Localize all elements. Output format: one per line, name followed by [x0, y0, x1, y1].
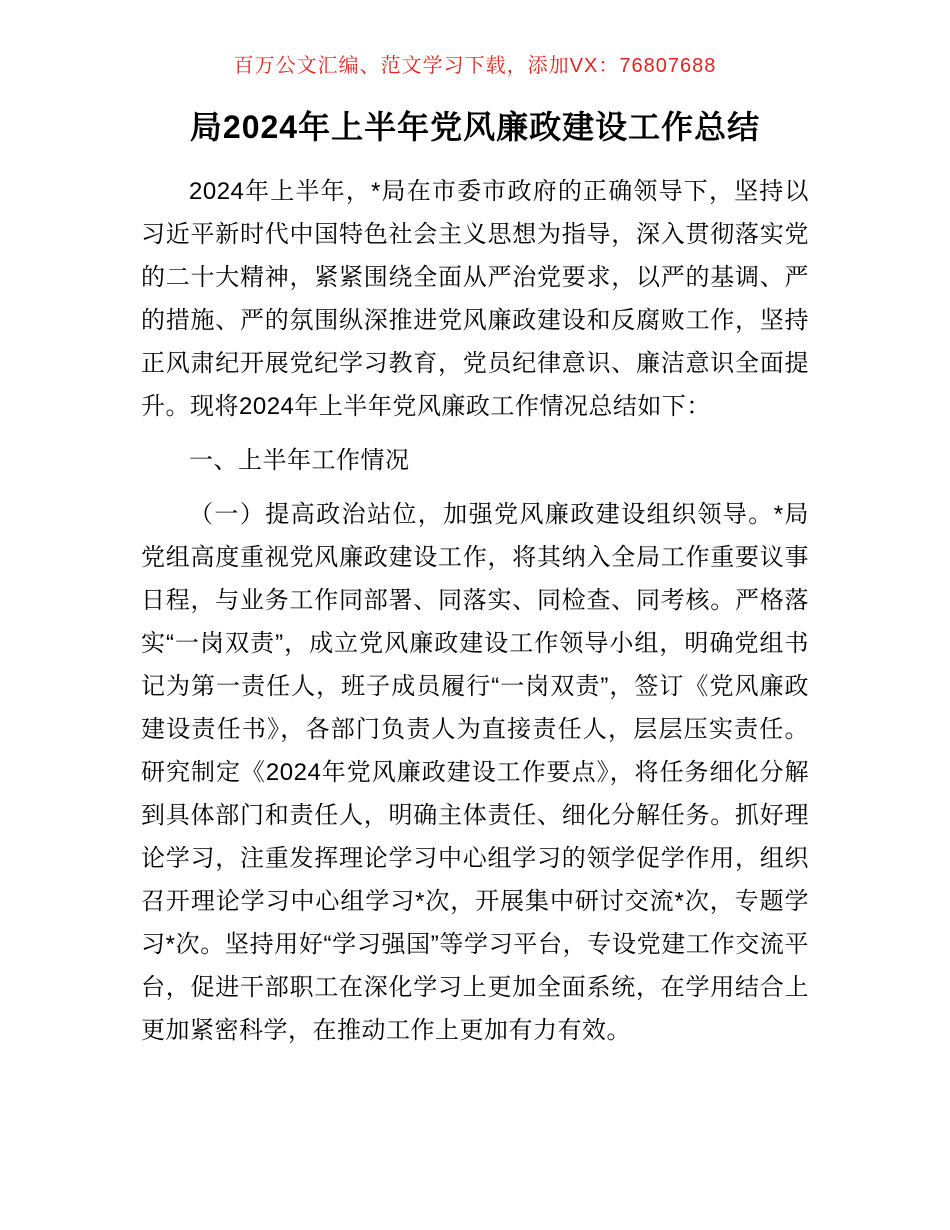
promo-notice: 百万公文汇编、范文学习下载，添加VX：76807688	[233, 55, 717, 77]
section-heading-first-half-year: 一、上半年工作情况	[189, 447, 410, 474]
paragraph-intro: 2024年上半年，*局在市委市政府的正确领导下，坚持以习近平新时代中国特色社会主义思想为指导，深入贯彻落实党的二十大精神，紧紧围绕全面从严治党要求，以严的基调、严的措施、严的氛围纵深推进党风廉政建设和反腐败工作，坚持正风肃纪开展党纪学习教育，党员纪律意识、廉洁意识全面提升。现将2024年上半年党风廉政工作情况总结如下：	[141, 178, 809, 420]
document-title: 局2024年上半年党风廉政建设工作总结	[189, 109, 761, 145]
paragraph-section-one: （一）提高政治站位，加强党风廉政建设组织领导。*局党组高度重视党风廉政建设工作，将其纳入全局工作重要议事日程，与业务工作同部署、同落实、同检查、同考核。严格落实“一岗双责”，成立党风廉政建设工作领导小组，明确党组书记为第一责任人，班子成员履行“一岗双责”，签订《党风廉政建设责任书》，各部门负责人为直接责任人，层层压实责任。研究制定《2024年党风廉政建设工作要点》，将任务细化分解到具体部门和责任人，明确主体责任、细化分解任务。抓好理论学习，注重发挥理论学习中心组学习的领学促学作用，组织召开理论学习中心组学习*次，开展集中研讨交流*次，专题学习*次。坚持用好“学习强国”等学习平台，专设党建工作交流平台，促进干部职工在深化学习上更加全面系统，在学用结合上更加紧密科学，在推动工作上更加有力有效。	[141, 501, 809, 1044]
document-body	[141, 170, 809, 1052]
